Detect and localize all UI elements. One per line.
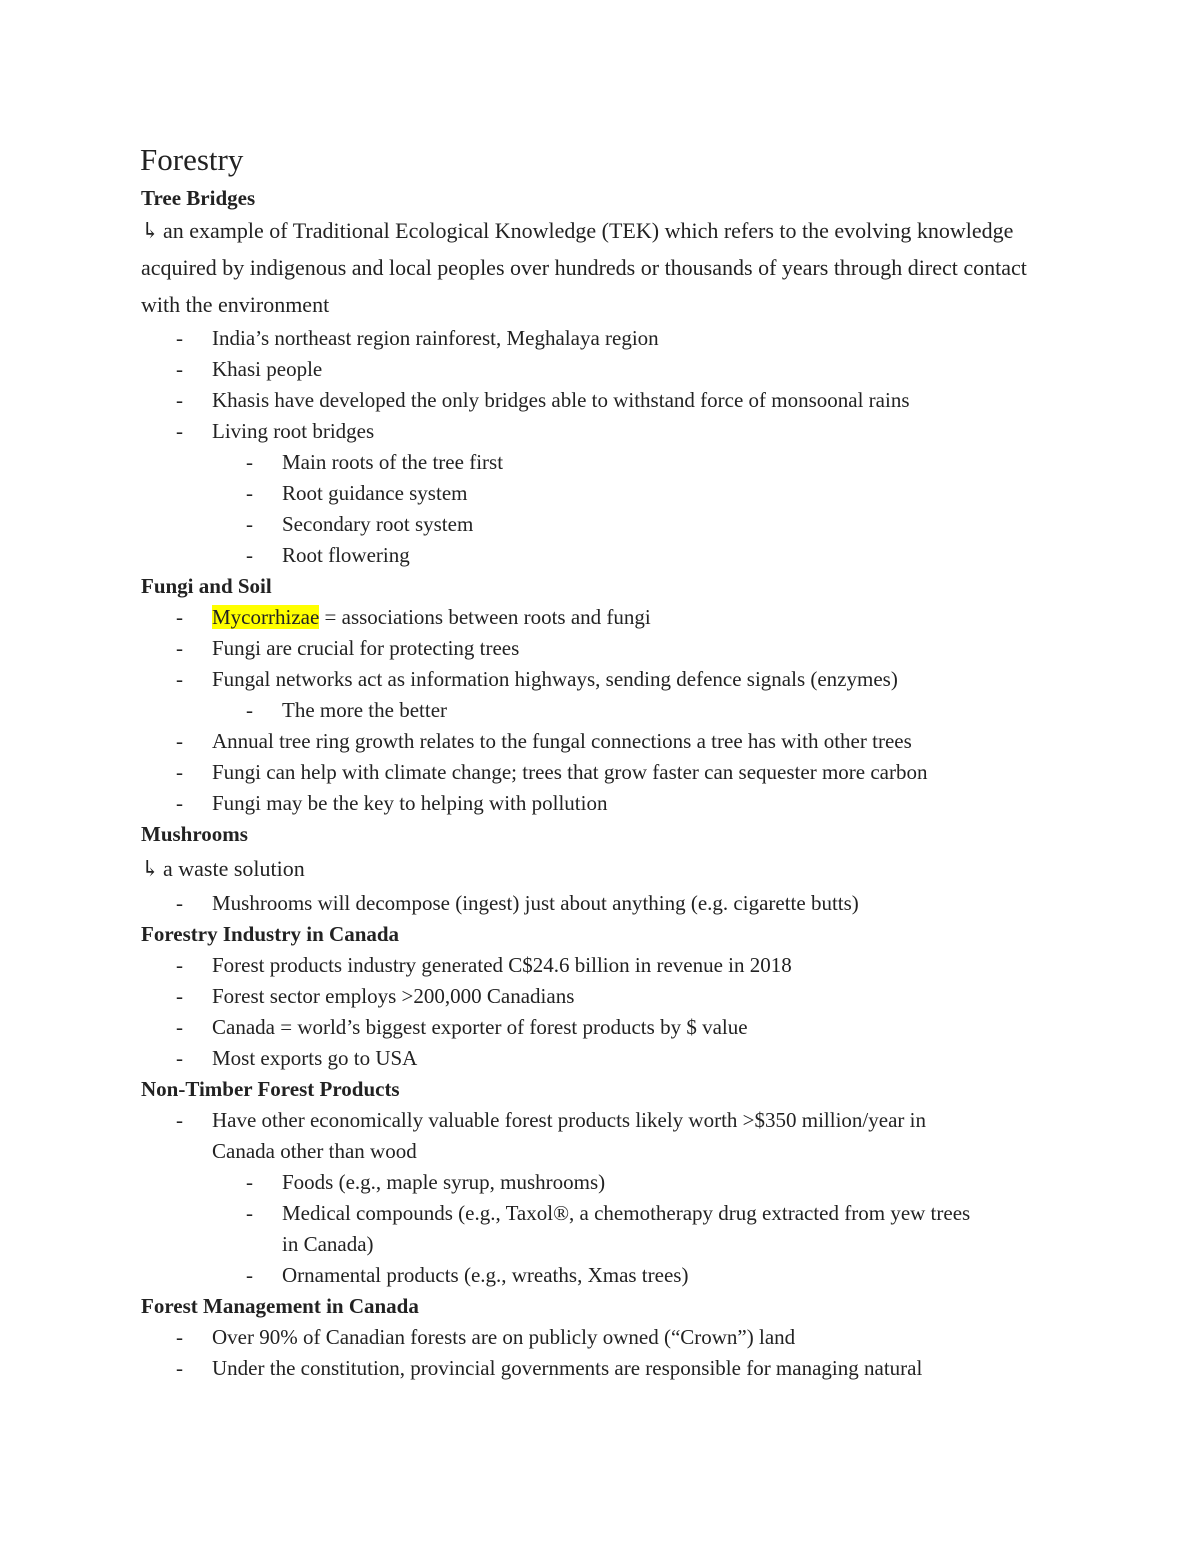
- section-heading-fungi-soil: Fungi and Soil: [141, 574, 272, 598]
- sub-list-item-text: Secondary root system: [282, 512, 474, 536]
- bullet-dash: -: [246, 1263, 253, 1287]
- list-item-text: India’s northeast region rainforest, Meghalaya region: [212, 326, 659, 350]
- bullet-dash: -: [176, 667, 183, 691]
- bullet-dash: -: [176, 1046, 183, 1070]
- section-heading-non-timber: Non-Timber Forest Products: [141, 1077, 400, 1101]
- section-heading-forestry-industry: Forestry Industry in Canada: [141, 922, 400, 946]
- bullet-dash: -: [246, 481, 253, 505]
- bullet-dash: -: [176, 388, 183, 412]
- bullet-dash: -: [176, 891, 183, 915]
- list-item-text: Have other economically valuable forest products likely worth >$350 million/year in: [212, 1108, 926, 1132]
- bullet-dash: -: [176, 791, 183, 815]
- bullet-dash: -: [176, 605, 183, 629]
- bullet-dash: -: [246, 512, 253, 536]
- sub-list-item-text: in Canada): [282, 1232, 374, 1256]
- bullet-dash: -: [176, 326, 183, 350]
- section-heading-tree-bridges: Tree Bridges: [141, 186, 256, 210]
- sub-list-item-text: Ornamental products (e.g., wreaths, Xmas trees): [282, 1263, 689, 1287]
- mushrooms-intro: [141, 850, 1051, 887]
- bullet-dash: -: [176, 984, 183, 1008]
- bullet-dash: -: [176, 1015, 183, 1039]
- list-item-text: Over 90% of Canadian forests are on publicly owned (“Crown”) land: [212, 1325, 796, 1349]
- bullet-dash: -: [176, 1108, 183, 1132]
- list-item-text: Forest sector employs >200,000 Canadians: [212, 984, 575, 1008]
- bullet-dash: -: [176, 636, 183, 660]
- section-heading-mushrooms: Mushrooms: [141, 822, 248, 846]
- arrow-icon: ↳: [141, 856, 160, 881]
- bullet-dash: -: [176, 1356, 183, 1380]
- bullet-dash: -: [176, 357, 183, 381]
- tree-bridges-intro: [141, 212, 1051, 323]
- bullet-dash: -: [246, 543, 253, 567]
- list-item-text: Fungi may be the key to helping with pollution: [212, 791, 608, 815]
- list-item-text: Fungi can help with climate change; trees that grow faster can sequester more carbon: [212, 760, 928, 784]
- bullet-dash: -: [246, 1170, 253, 1194]
- list-item-text-rest: = associations between roots and fungi: [319, 605, 651, 629]
- bullet-dash: -: [176, 1325, 183, 1349]
- mushrooms-intro-text: a waste solution: [163, 856, 305, 881]
- bullet-dash: -: [176, 760, 183, 784]
- sub-list-item-text: Foods (e.g., maple syrup, mushrooms): [282, 1170, 606, 1194]
- list-item-text: Annual tree ring growth relates to the fungal connections a tree has with other trees: [212, 729, 912, 753]
- list-item-text: Mushrooms will decompose (ingest) just about anything (e.g. cigarette butts): [212, 891, 859, 915]
- sub-list-item-text: The more the better: [282, 698, 448, 722]
- sub-list-item-text: Main roots of the tree first: [282, 450, 504, 474]
- bullet-dash: -: [176, 729, 183, 753]
- bullet-dash: -: [176, 953, 183, 977]
- highlighted-term: Mycorrhizae: [212, 605, 320, 629]
- bullet-dash: -: [246, 698, 253, 722]
- section-heading-forest-management: Forest Management in Canada: [141, 1294, 419, 1318]
- bullet-dash: -: [246, 450, 253, 474]
- list-item-text: [212, 602, 651, 633]
- arrow-icon: ↳: [141, 218, 160, 243]
- list-item-text: Most exports go to USA: [212, 1046, 418, 1070]
- list-item-text: Khasi people: [212, 357, 323, 381]
- list-item-text: Canada other than wood: [212, 1139, 417, 1163]
- sub-list-item-text: Medical compounds (e.g., Taxol®, a chemotherapy drug extracted from yew trees: [282, 1201, 971, 1225]
- page-title: Forestry: [140, 142, 244, 177]
- list-item-text: Forest products industry generated C$24.6 billion in revenue in 2018: [212, 953, 792, 977]
- list-item-text: Khasis have developed the only bridges able to withstand force of monsoonal rains: [212, 388, 910, 412]
- list-item-text: Living root bridges: [212, 419, 375, 443]
- sub-list-item-text: Root guidance system: [282, 481, 468, 505]
- list-item-text: Fungal networks act as information highways, sending defence signals (enzymes): [212, 667, 898, 691]
- bullet-dash: -: [176, 419, 183, 443]
- list-item-text: Canada = world’s biggest exporter of forest products by $ value: [212, 1015, 748, 1039]
- sub-list-item-text: Root flowering: [282, 543, 410, 567]
- list-item-text: Under the constitution, provincial governments are responsible for managing natural: [212, 1356, 923, 1380]
- bullet-dash: -: [246, 1201, 253, 1225]
- tree-bridges-intro-text: an example of Traditional Ecological Knowledge (TEK) which refers to the evolving knowledge acquired by indigenous and local peoples over hundreds or thousands of years through direct contact with the environment: [141, 218, 1027, 317]
- list-item-text: Fungi are crucial for protecting trees: [212, 636, 520, 660]
